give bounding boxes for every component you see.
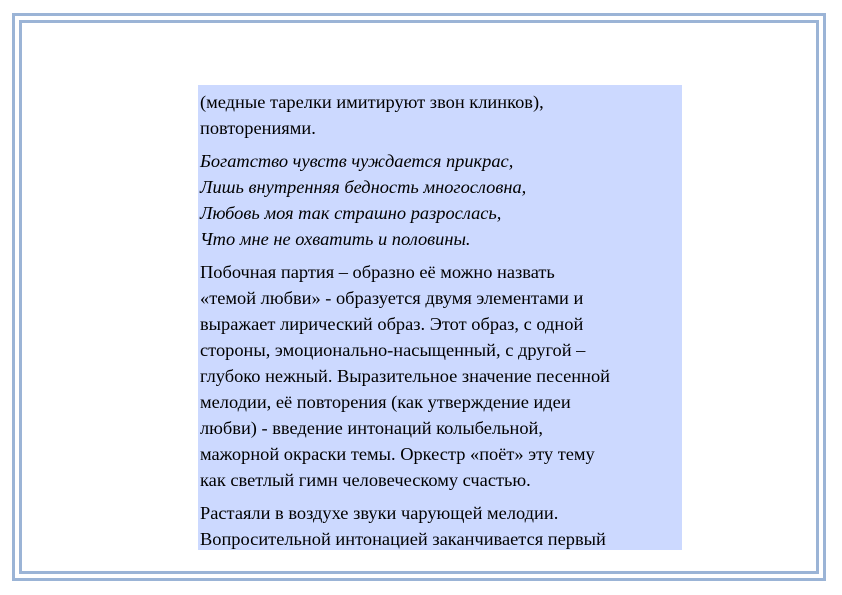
text-line: (медные тарелки имитируют звон клинков), bbox=[200, 92, 544, 112]
text-line: мелодии, её повторения (как утверждение идеи bbox=[200, 392, 571, 412]
text-line: «темой любви» - образуется двумя элементами и bbox=[200, 288, 584, 308]
paragraph-secondary-theme bbox=[200, 259, 682, 493]
text-line: Растаяли в воздухе звуки чарующей мелодии. bbox=[200, 503, 559, 523]
paragraph-intro bbox=[200, 89, 682, 141]
text-line: Вопросительной интонацией заканчивается первый bbox=[200, 529, 606, 549]
text-line: мажорной окраски темы. Оркестр «поёт» эту тему bbox=[200, 444, 595, 464]
text-line: повторениями. bbox=[200, 118, 316, 138]
text-line: стороны, эмоционально-насыщенный, с другой – bbox=[200, 340, 586, 360]
poem-line: Любовь моя так страшно разрослась, bbox=[200, 203, 502, 223]
text-block bbox=[198, 85, 682, 550]
poem-line: Богатство чувств чуждается прикрас, bbox=[200, 151, 514, 171]
poem-line: Что мне не охватить и половины. bbox=[200, 229, 471, 249]
text-line: любви) - введение интонаций колыбельной, bbox=[200, 418, 543, 438]
text-line: Побочная партия – образно её можно назвать bbox=[200, 262, 555, 282]
text-line: как светлый гимн человеческому счастью. bbox=[200, 470, 531, 490]
paragraph-poem bbox=[200, 148, 682, 252]
text-line: глубоко нежный. Выразительное значение песенной bbox=[200, 366, 611, 386]
text-line: выражает лирический образ. Этот образ, с одной bbox=[200, 314, 584, 334]
poem-line: Лишь внутренняя бедность многословна, bbox=[200, 177, 527, 197]
paragraph-closing bbox=[200, 500, 682, 552]
